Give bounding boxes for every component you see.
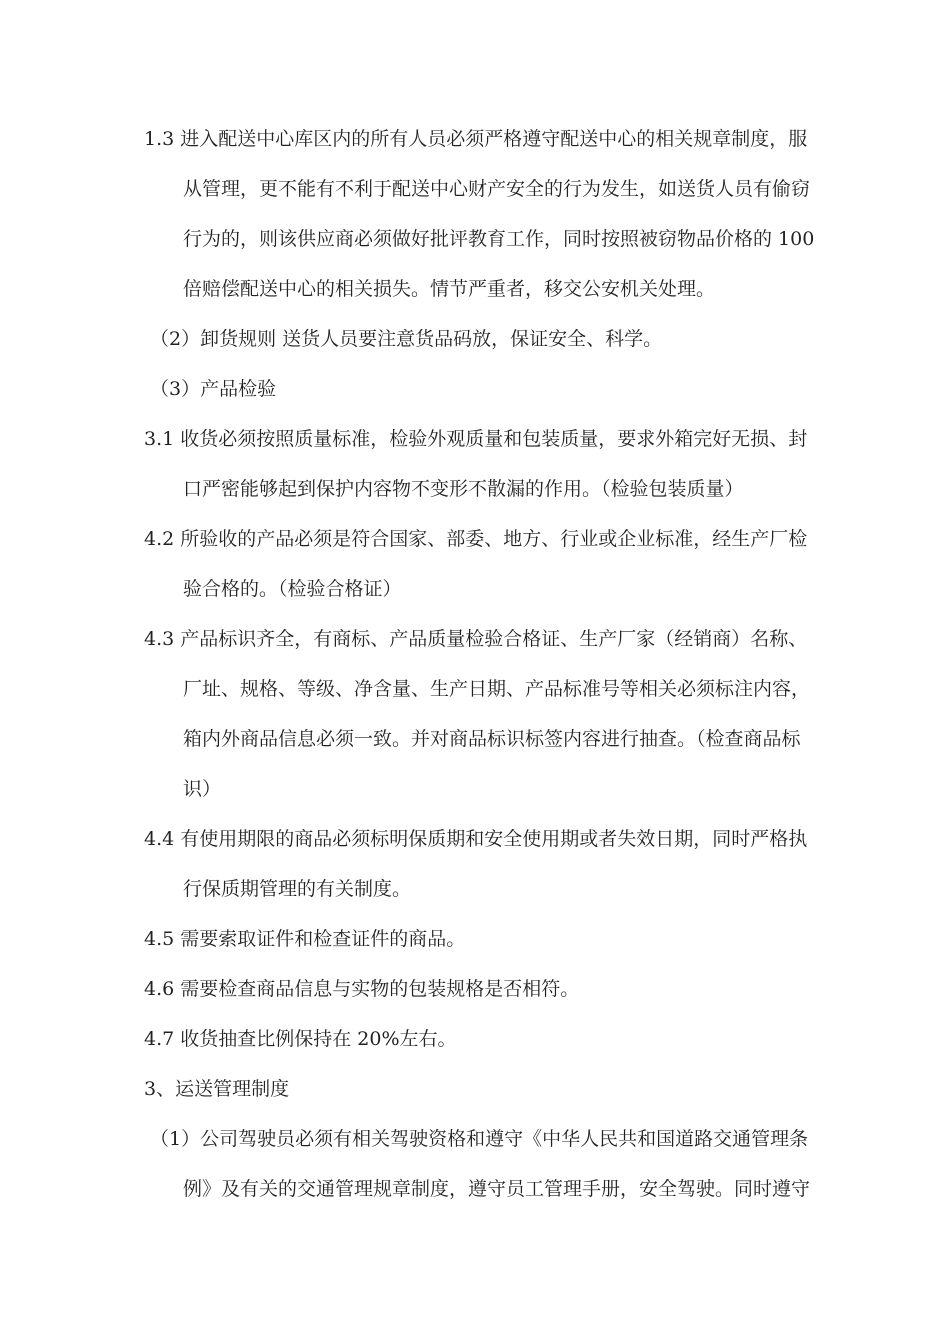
- clause-4-5-line: 4.5 需要索取证件和检查证件的商品。: [144, 928, 466, 950]
- clause-1-3-line-1: 1.3 进入配送中心库区内的所有人员必须严格遵守配送中心的相关规章制度，服: [144, 128, 808, 150]
- clause-3-1-line-2: 口严密能够起到保护内容物不变形不散漏的作用。（检验包装质量）: [183, 478, 744, 500]
- clause-4-2-line-1: 4.2 所验收的产品必须是符合国家、部委、地方、行业或企业标准，经生产厂检: [144, 528, 808, 550]
- transport-management-heading: 3、运送管理制度: [144, 1078, 290, 1100]
- clause-3-1-line-1: 3.1 收货必须按照质量标准，检验外观质量和包装质量，要求外箱完好无损、封: [144, 428, 808, 450]
- clause-4-3-line-3: 箱内外商品信息必须一致。并对商品标识标签内容进行抽查。（检查商品标: [183, 728, 801, 750]
- clause-4-2-line-2: 验合格的。（检验合格证）: [183, 578, 402, 600]
- driver-rules-line-2: 例》及有关的交通管理规章制度，遵守员工管理手册，安全驾驶。同时遵守: [183, 1178, 811, 1200]
- product-inspection-heading: （3）产品检验: [150, 378, 277, 400]
- clause-4-6-line: 4.6 需要检查商品信息与实物的包装规格是否相符。: [144, 978, 580, 1000]
- clause-4-3-line-2: 厂址、规格、等级、净含量、生产日期、产品标准号等相关必须标注内容，: [183, 678, 811, 700]
- unloading-rules-line: （2）卸货规则 送货人员要注意货品码放，保证安全、科学。: [150, 328, 663, 350]
- driver-rules-line-1: （1）公司驾驶员必须有相关驾驶资格和遵守《中华人民共和国道路交通管理条: [150, 1128, 809, 1150]
- clause-4-3-line-1: 4.3 产品标识齐全，有商标、产品质量检验合格证、生产厂家（经销商）名称、: [144, 628, 808, 650]
- clause-4-3-line-4: 识）: [183, 778, 222, 800]
- clause-4-7-line: 4.7 收货抽查比例保持在 20%左右。: [144, 1028, 457, 1050]
- clause-4-4-line-2: 行保质期管理的有关制度。: [183, 878, 412, 900]
- clause-1-3-line-4: 倍赔偿配送中心的相关损失。情节严重者，移交公安机关处理。: [183, 278, 716, 300]
- clause-1-3-line-3: 行为的，则该供应商必须做好批评教育工作，同时按照被窃物品价格的 100: [183, 228, 815, 250]
- clause-4-4-line-1: 4.4 有使用期限的商品必须标明保质期和安全使用期或者失效日期，同时严格执: [144, 828, 808, 850]
- clause-1-3-line-2: 从管理，更不能有不利于配送中心财产安全的行为发生，如送货人员有偷窃: [183, 178, 811, 200]
